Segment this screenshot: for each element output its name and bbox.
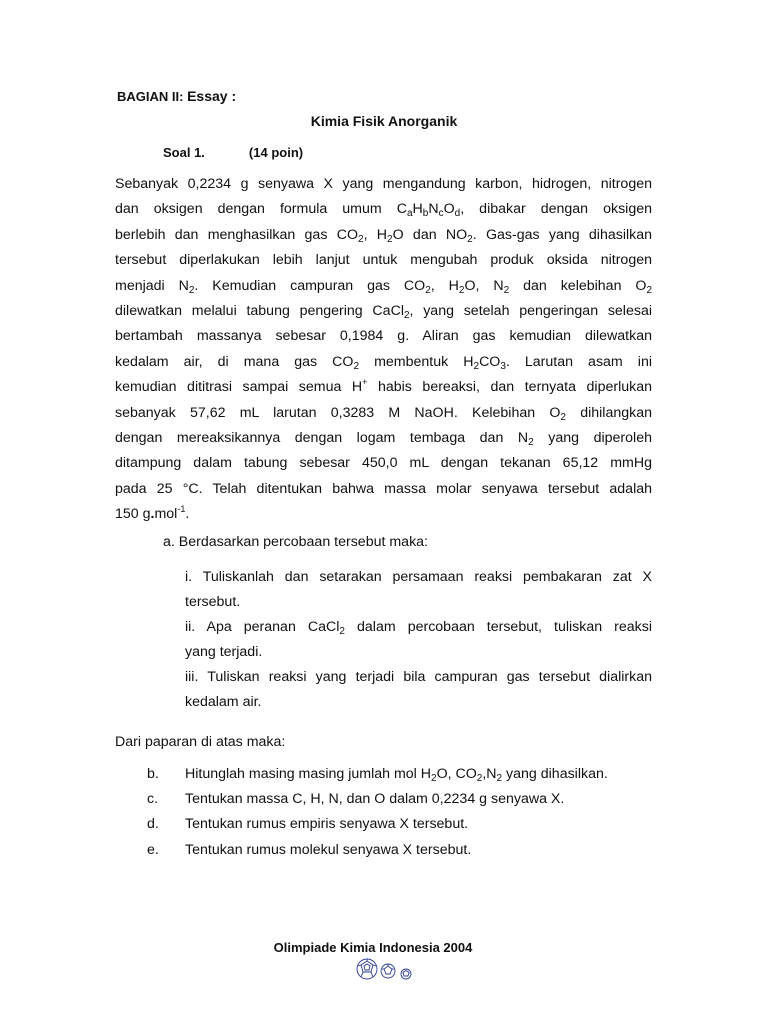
- paragraph-line: dan oksigen dengan formula umum $C_aH_bN_cO_d$, dibakar dengan oksigen: [115, 201, 652, 220]
- part-a-item-i: [185, 565, 652, 616]
- paragraph-line: dengan mereaksikannya dengan logam tembaga dan $N_2$ yang diperoleh: [115, 429, 652, 448]
- item-line: tersebut.: [185, 594, 241, 611]
- paragraph-line: berlebih dan menghasilkan gas $CO_2$, $H_2O$ dan $NO_2$. Gas-gas yang dihasilkan: [115, 226, 653, 245]
- item-line: iii. Tuliskan reaksi yang terjadi bila campuran gas tersebut dialirkan: [185, 669, 652, 685]
- fullerene-molecules-icon: [355, 957, 417, 983]
- item-line: yang terjadi.: [185, 644, 263, 661]
- item-line: i. Tuliskanlah dan setarakan persamaan reaksi pembakaran zat X: [185, 569, 652, 585]
- task-label: c.: [147, 791, 159, 807]
- item-line: ii. Apa peranan CaCl$_2$ dalam percobaan tersebut, tuliskan reaksi: [185, 619, 652, 637]
- question-heading: [163, 145, 303, 160]
- paragraph-line: 150 g.mol$^{-1}$.: [115, 504, 190, 523]
- task-text: Tentukan rumus molekul senyawa X tersebut.: [185, 842, 472, 858]
- part-a-item-ii: [185, 615, 652, 666]
- section-type: Essay :: [187, 88, 237, 104]
- title-text: Kimia Fisik Anorganik: [310, 113, 458, 129]
- task-text: Hitunglah masing masing jumlah mol $H_2O$, $CO_2,N_2$ yang dihasilkan.: [185, 766, 608, 784]
- task-label: b.: [147, 766, 159, 782]
- paragraph-line: pada 25 °C. Telah ditentukan bahwa massa molar senyawa tersebut adalah: [115, 480, 652, 497]
- part-a-intro: a. Berdasarkan percobaan tersebut maka:: [163, 534, 428, 550]
- question-points: (14 poin): [248, 145, 304, 160]
- paragraph-line: menjadi $N_2$. Kemudian campuran gas $CO_2$, $H_2O$, $N_2$ dan kelebihan $O_2$: [115, 277, 652, 296]
- item-line: kedalam air.: [185, 694, 262, 711]
- paragraph-line: tersebut diperlakukan lebih lanjut untuk mengubah produk oksida nitrogen: [115, 252, 652, 269]
- section-heading: [117, 88, 236, 104]
- task-text: Tentukan rumus empiris senyawa X tersebut.: [185, 816, 469, 832]
- paragraph-line: Sebanyak 0,2234 g senyawa X yang mengandung karbon, hidrogen, nitrogen: [115, 176, 652, 192]
- task-text: Tentukan massa C, H, N, dan O dalam 0,2234 g senyawa X.: [185, 791, 565, 807]
- paragraph-line: kemudian dititrasi sampai semua H+ habis bereaksi, dan ternyata diperlukan: [115, 377, 652, 396]
- part-a-item-iii: [185, 665, 652, 716]
- section-label: BAGIAN II:: [117, 89, 184, 104]
- tasks-intro: Dari paparan di atas maka:: [115, 734, 286, 750]
- paragraph-line: bertambah massanya sebesar 0,1984 g. Aliran gas kemudian dilewatkan: [115, 328, 652, 345]
- paragraph-line: ditampung dalam tabung sebesar 450,0 mL dengan tekanan 65,12 mmHg: [115, 455, 652, 472]
- task-label: e.: [147, 842, 159, 858]
- paragraph-line: kedalam air, di mana gas $CO_2$ membentuk $H_2CO_3$. Larutan asam ini: [115, 353, 652, 372]
- paragraph-line: sebanyak 57,62 mL larutan 0,3283 M NaOH. Kelebihan $O_2$ dihilangkan: [115, 404, 652, 423]
- problem-paragraph: [115, 172, 652, 527]
- task-label: d.: [147, 816, 159, 832]
- document-title: [0, 113, 768, 129]
- footer: [0, 940, 768, 955]
- question-number: Soal 1.: [163, 145, 205, 160]
- paragraph-line: dilewatkan melalui tabung pengering CaCl$_2$, yang setelah pengeringan selesai: [115, 302, 652, 321]
- footer-text: Olimpiade Kimia Indonesia 2004: [273, 940, 473, 955]
